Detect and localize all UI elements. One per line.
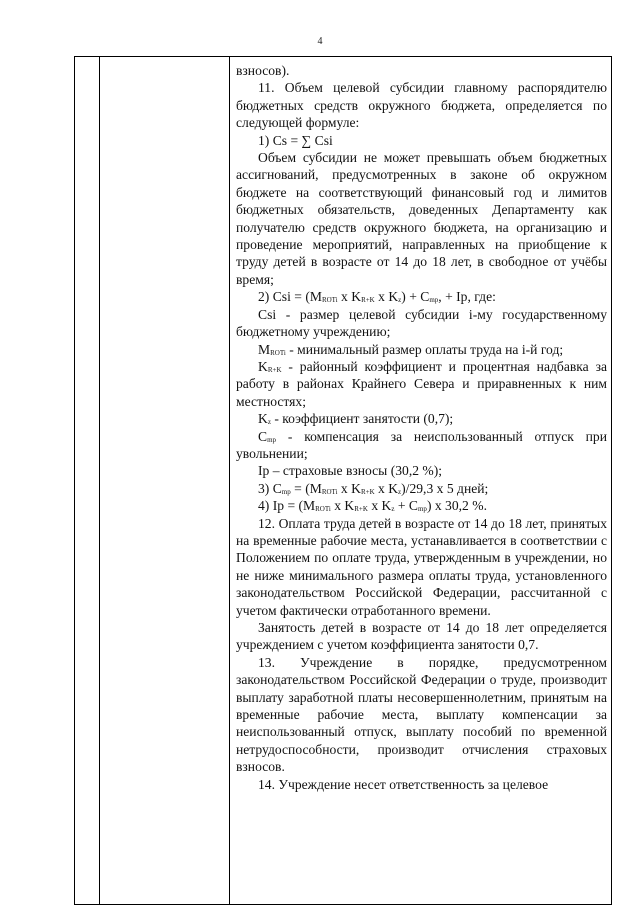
paragraph [236, 410, 607, 427]
subscript: mp [267, 435, 277, 444]
table-cell-number [75, 57, 100, 905]
text-run: 11. Объем целевой субсидии главному распорядителю бюджетных средств окружного бюджета, определяется по следующей формуле: [236, 80, 607, 131]
paragraph [236, 132, 607, 149]
paragraph [236, 776, 607, 793]
subscript: R+K [354, 505, 368, 514]
paragraph [236, 619, 607, 654]
text-run: 13. Учреждение в порядке, предусмотренном законодательством Российской Федерации о труде, производит выплату заработной платы несовершеннолетним, принятым на временные рабочие места, выплату компенсации за неиспользованный отпуск, выплату пособий по временной нетрудоспособности, производит отчисления страховых взносов. [236, 654, 607, 775]
paragraph [236, 149, 607, 288]
text-run: M [258, 341, 271, 357]
text-run: 14. Учреждение несет ответственность за целевое [258, 776, 549, 792]
text-run: x K [337, 289, 362, 305]
text-run: = (M [290, 480, 322, 496]
text-run: ) x 30,2 %. [426, 498, 487, 514]
document-table [74, 56, 612, 905]
subscript: mp [417, 505, 427, 514]
subscript: ROTi [321, 487, 338, 496]
subscript: R+K [361, 296, 375, 305]
text-run: x K [374, 480, 399, 496]
paragraph [236, 358, 607, 410]
paragraph [236, 341, 607, 358]
text-run: x K [374, 289, 399, 305]
paragraph [236, 515, 607, 619]
text-run: взносов). [236, 63, 290, 78]
subscript: z [398, 296, 402, 305]
subscript: ROTi [270, 348, 286, 357]
text-run: Csi - размер целевой субсидии i-му государственному бюджетному учреждению; [236, 306, 607, 340]
text-run: 2) Csi = (M [258, 289, 322, 305]
text-run: 1) Cs = ∑ Csi [258, 132, 333, 148]
text-run: 12. Оплата труда детей в возрасте от 14 до 18 лет, принятых на временные рабочие места, устанавливается в соответствии с Положением по оплате труда, утвержденным в учреждении, но не ниже минимального размера оплаты труда, установленного законодательством Российской Федерации, рассчитанной с учетом фактически отработанного времени. [236, 515, 607, 618]
text-run: K [258, 411, 268, 427]
text-run: 4) Ip = (M [258, 498, 316, 514]
text-run: C [258, 428, 268, 444]
paragraph [236, 480, 607, 497]
text-run: 3) C [258, 480, 282, 496]
paragraph [236, 462, 607, 479]
text-run: Занятость детей в возрасте от 14 до 18 лет определяется учреждением с учетом коэффициента занятости 0,7. [236, 620, 607, 653]
subscript: z [267, 418, 271, 427]
subscript: z [391, 505, 395, 514]
table-row [75, 57, 612, 905]
subscript: z [398, 487, 402, 496]
text-run: - минимальный размер оплаты труда на i-й год; [285, 341, 564, 357]
subscript: R+K [360, 487, 375, 496]
text-run: K [258, 358, 268, 374]
paragraph [236, 654, 607, 776]
table-cell-content [230, 57, 612, 905]
text-run: x K [330, 498, 355, 514]
text-run: Ip – страховые взносы (30,2 %); [258, 463, 443, 479]
text-run: - компенсация за неиспользованный отпуск при увольнении; [236, 428, 607, 461]
table-cell-name [100, 57, 230, 905]
text-run: x K [367, 498, 392, 514]
paragraph [236, 428, 607, 463]
paragraph [236, 306, 607, 341]
paragraph [236, 79, 607, 131]
text-run: )/29,3 x 5 дней; [401, 480, 489, 496]
subscript: ROTi [315, 505, 331, 514]
subscript: mp [281, 487, 291, 496]
cell-text [230, 57, 611, 793]
paragraph [236, 288, 607, 305]
subscript: mp [429, 296, 439, 305]
subscript: R+K [267, 365, 282, 374]
text-run: Объем субсидии не может превышать объем бюджетных ассигнований, предусмотренных в законе об окружном бюджете на соответствующий финансовый год и лимитов бюджетных обязательств, доведенных Департаменту как получателю средств окружного бюджета, на организацию и проведение мероприятий, направленных на приобщение к труду детей в возрасте от 14 до 18 лет, в свободное от учёбы время; [236, 150, 607, 287]
paragraph [236, 497, 607, 514]
page-number: 4 [317, 36, 323, 47]
text-run: - коэффициент занятости (0,7); [270, 411, 454, 427]
text-run: ) + C [401, 289, 430, 305]
text-run: - районный коэффициент и процентная надбавка за работу в районах Крайнего Севера и приравненных к ним местностях; [236, 358, 607, 409]
text-run: x K [337, 480, 361, 496]
subscript: ROTi [321, 296, 338, 305]
paragraph [236, 62, 607, 79]
text-run: , + Ip, где: [438, 289, 496, 305]
text-run: + C [394, 498, 418, 514]
